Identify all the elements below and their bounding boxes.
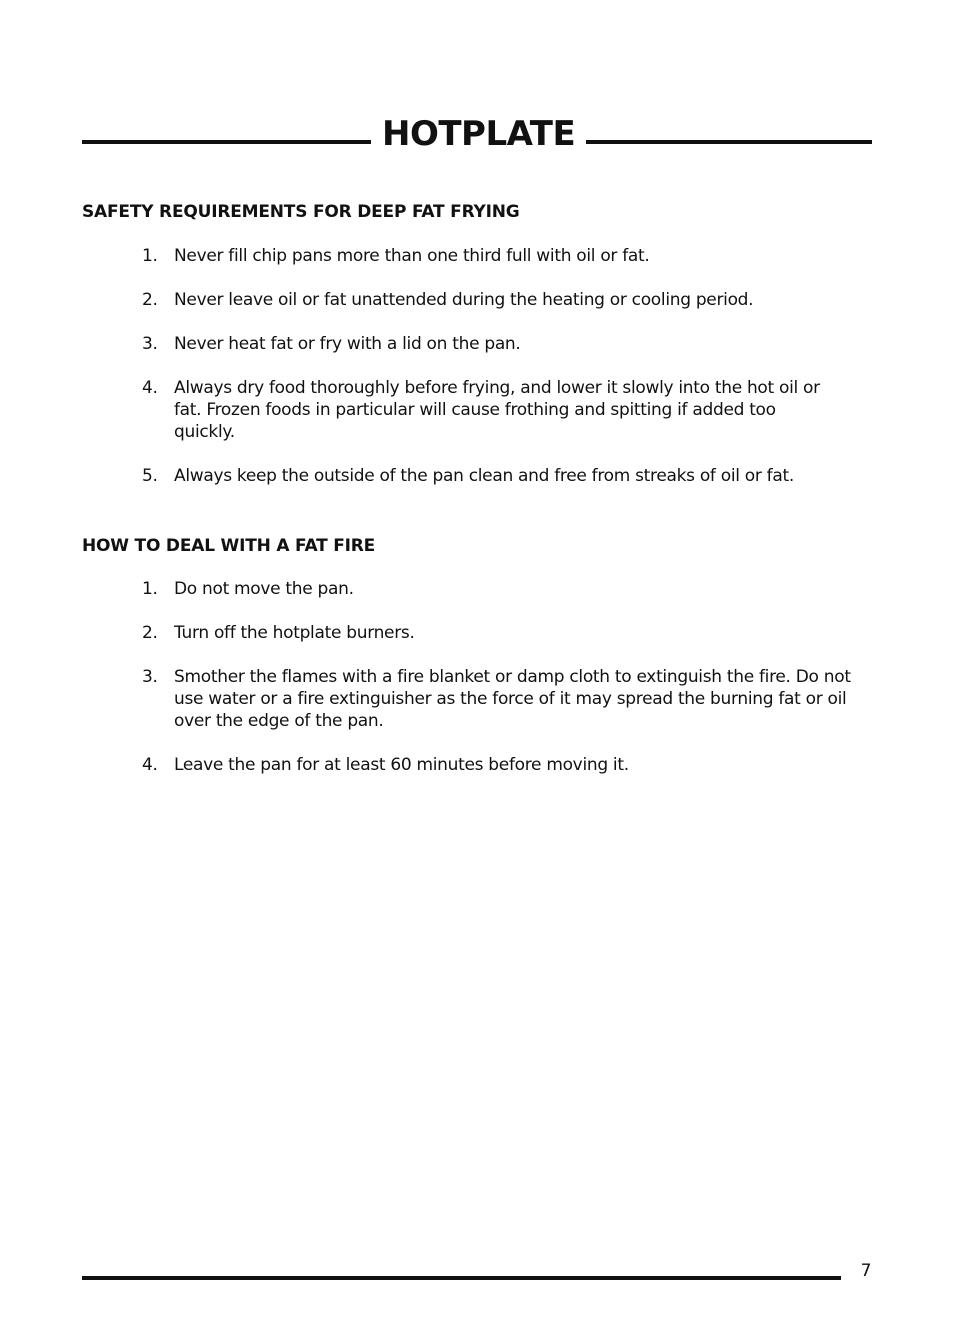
fat-fire-list (142, 578, 862, 798)
list-item-number: 1. (142, 246, 158, 266)
list-item-number: 4. (142, 755, 158, 775)
page-title: HOTPLATE (382, 114, 576, 154)
list-item (142, 333, 862, 355)
section-heading-deep-fat-frying: SAFETY REQUIREMENTS FOR DEEP FAT FRYING (82, 202, 520, 222)
list-item (142, 622, 862, 644)
page-header (82, 112, 872, 160)
list-item (142, 754, 862, 776)
title-rule-left (82, 140, 371, 144)
list-item (142, 465, 862, 487)
list-item-number: 1. (142, 579, 158, 599)
list-item (142, 666, 862, 732)
list-item (142, 289, 862, 311)
list-item (142, 245, 862, 267)
title-rule-right (586, 140, 872, 144)
list-item (142, 578, 862, 600)
deep-fat-frying-list (142, 245, 862, 509)
list-item-text: Do not move the pan. (174, 579, 354, 599)
list-item-number: 2. (142, 623, 158, 643)
list-item-text: Turn off the hotplate burners. (174, 623, 415, 643)
list-item-text: Always dry food thoroughly before frying, and lower it slowly into the hot oil or fat. Frozen foods in particular will cause frothing and spitting if added too quickly. (174, 378, 820, 442)
list-item-text: Smother the flames with a fire blanket or damp cloth to extinguish the fire. Do not use water or a fire extinguisher as the force of it may spread the burning fat or oil over the edge of the pan. (174, 667, 851, 731)
list-item-text: Always keep the outside of the pan clean and free from streaks of oil or fat. (174, 466, 794, 486)
list-item-text: Leave the pan for at least 60 minutes before moving it. (174, 755, 629, 775)
list-item (142, 377, 862, 443)
footer-rule (82, 1276, 841, 1280)
list-item-number: 2. (142, 290, 158, 310)
list-item-text: Never heat fat or fry with a lid on the pan. (174, 334, 521, 354)
list-item-number: 3. (142, 334, 158, 354)
list-item-number: 4. (142, 378, 158, 398)
page-number: 7 (860, 1261, 872, 1281)
list-item-number: 5. (142, 466, 158, 486)
list-item-text: Never leave oil or fat unattended during the heating or cooling period. (174, 290, 754, 310)
list-item-number: 3. (142, 667, 158, 687)
section-heading-fat-fire: HOW TO DEAL WITH A FAT FIRE (82, 536, 376, 556)
list-item-text: Never fill chip pans more than one third full with oil or fat. (174, 246, 650, 266)
